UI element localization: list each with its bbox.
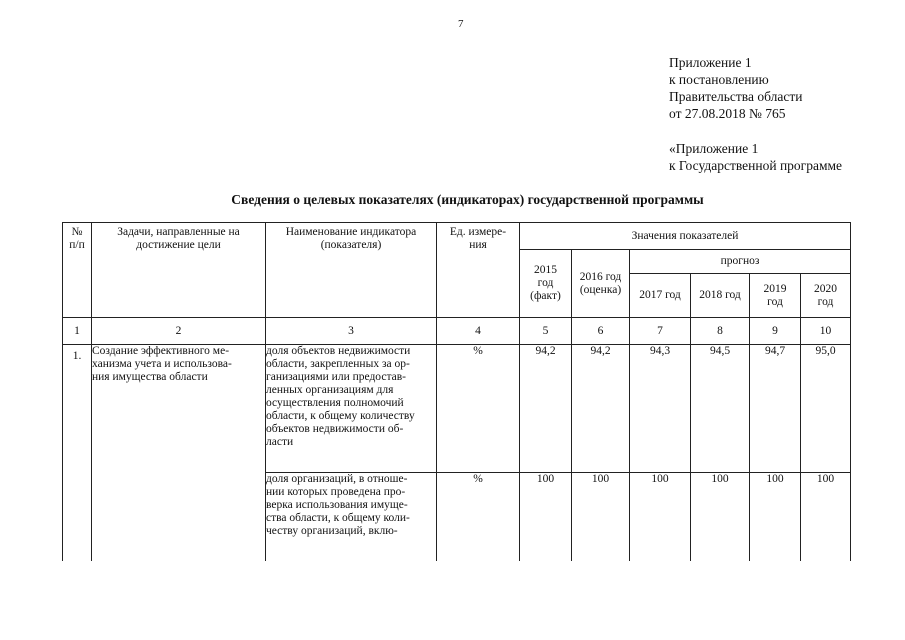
column-number: 3 bbox=[266, 318, 437, 345]
header-values-group: Значения показателей bbox=[520, 223, 851, 250]
column-number-row bbox=[63, 318, 851, 345]
column-number: 4 bbox=[437, 318, 520, 345]
column-number: 2 bbox=[92, 318, 266, 345]
value-cell: 94,2 bbox=[520, 345, 572, 473]
value-cell: 100 bbox=[572, 473, 630, 561]
value-cell: 95,0 bbox=[801, 345, 851, 473]
header-2019: 2019 год bbox=[750, 274, 801, 318]
header-2017: 2017 год bbox=[630, 274, 691, 318]
indicator-name-cell: доля объектов недвижимости области, закрепленных за ор- ганизациями или предостав- ленных организациям для осуществления полномочий области, к общему количеству объектов недвижимости об- ласти bbox=[266, 345, 437, 473]
header-2018: 2018 год bbox=[691, 274, 750, 318]
appendix-line: к Государственной программе bbox=[669, 158, 843, 173]
column-number: 9 bbox=[750, 318, 801, 345]
value-cell: 94,2 bbox=[572, 345, 630, 473]
column-number: 10 bbox=[801, 318, 851, 345]
appendix-block bbox=[669, 54, 802, 122]
column-number: 1 bbox=[63, 318, 92, 345]
indicators-table bbox=[62, 222, 851, 561]
header-forecast: прогноз bbox=[630, 250, 851, 274]
header-2020: 2020 год bbox=[801, 274, 851, 318]
table-row bbox=[63, 345, 851, 473]
appendix-line: «Приложение 1 bbox=[669, 141, 759, 156]
header-tasks: Задачи, направленные на достижение цели bbox=[92, 223, 266, 318]
value-cell: 100 bbox=[750, 473, 801, 561]
value-cell: 100 bbox=[520, 473, 572, 561]
value-cell: 94,7 bbox=[750, 345, 801, 473]
appendix-line: Приложение 1 bbox=[669, 55, 752, 70]
appendix-line: Правительства области bbox=[669, 89, 803, 104]
original-appendix-block bbox=[669, 140, 842, 174]
value-cell: 100 bbox=[630, 473, 691, 561]
header-2016: 2016 год (оценка) bbox=[572, 250, 630, 318]
document-title: Сведения о целевых показателях (индикаторах) государственной программы bbox=[231, 192, 704, 207]
header-num: № п/п bbox=[63, 223, 92, 318]
appendix-line: от 27.08.2018 № 765 bbox=[669, 106, 786, 121]
appendix-line: к постановлению bbox=[669, 72, 769, 87]
header-indicator: Наименование индикатора (показателя) bbox=[266, 223, 437, 318]
header-2015: 2015 год (факт) bbox=[520, 250, 572, 318]
column-number: 5 bbox=[520, 318, 572, 345]
page-number: 7 bbox=[458, 18, 464, 30]
header-unit: Ед. измере- ния bbox=[437, 223, 520, 318]
value-cell: 94,3 bbox=[630, 345, 691, 473]
column-number: 7 bbox=[630, 318, 691, 345]
row-number: 1. bbox=[63, 345, 92, 561]
indicator-name-cell: доля организаций, в отноше- нии которых проведена про- верка использования имуще- ства области, к общему коли- честву организаций, вклю- bbox=[266, 473, 437, 561]
unit-cell: % bbox=[437, 473, 520, 561]
column-number: 6 bbox=[572, 318, 630, 345]
value-cell: 94,5 bbox=[691, 345, 750, 473]
value-cell: 100 bbox=[691, 473, 750, 561]
unit-cell: % bbox=[437, 345, 520, 473]
task-cell: Создание эффективного ме- ханизма учета и использова- ния имущества области bbox=[92, 345, 266, 561]
value-cell: 100 bbox=[801, 473, 851, 561]
column-number: 8 bbox=[691, 318, 750, 345]
